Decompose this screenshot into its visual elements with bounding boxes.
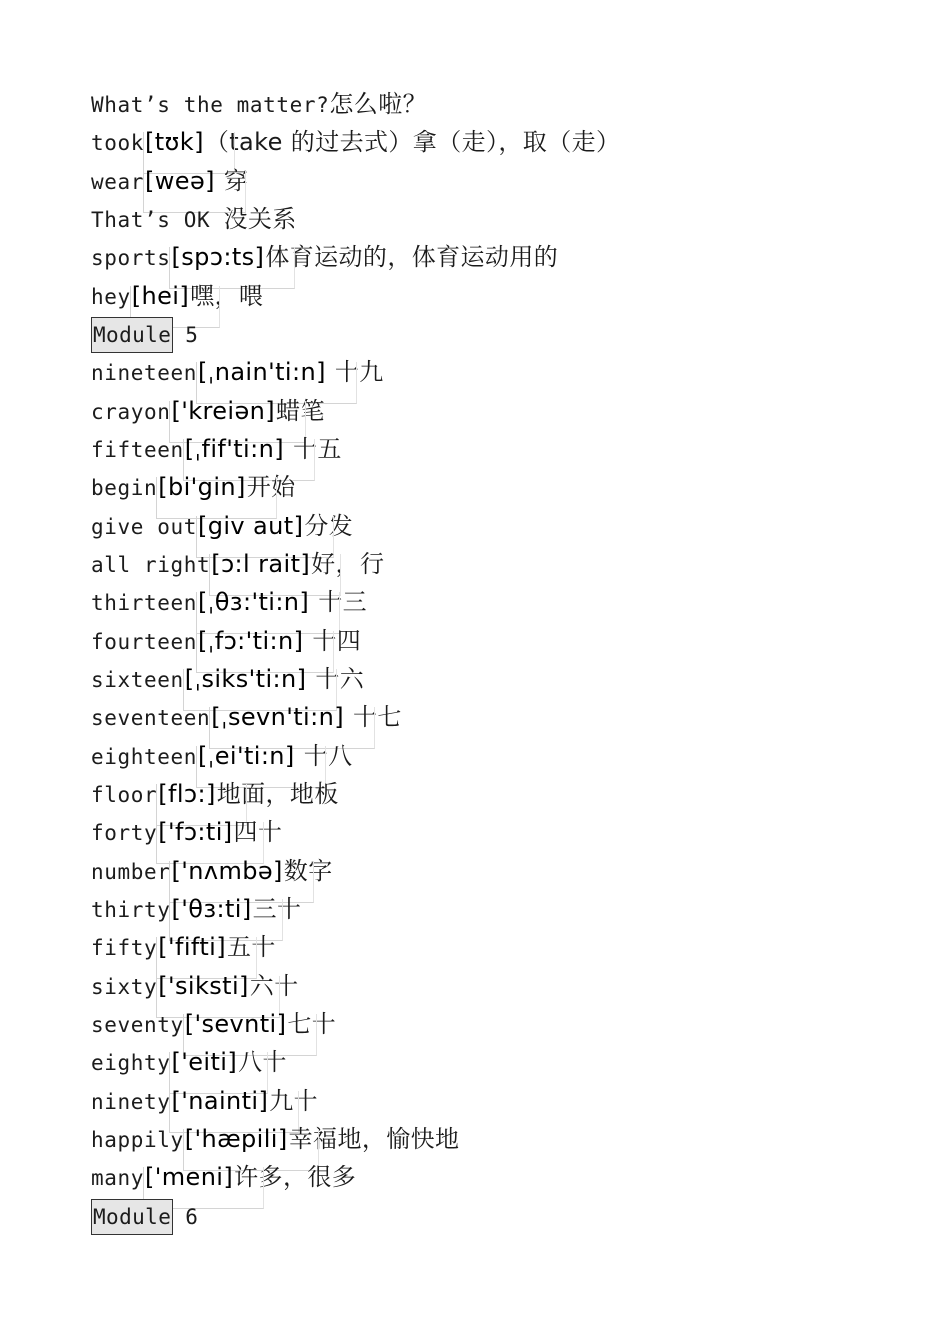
module-number: 6 xyxy=(185,1204,199,1229)
vocab-line xyxy=(91,737,911,775)
chinese-meaning: 十五 xyxy=(284,434,342,463)
chinese-meaning: 怎么啦？ xyxy=(329,90,427,118)
phonetic: [ˌθɜ:'ti:n] xyxy=(197,588,310,617)
chinese-meaning: 十九 xyxy=(326,358,384,387)
module-label: Module xyxy=(91,1199,173,1235)
module-heading xyxy=(91,315,911,353)
phonetic: [bi'gin] xyxy=(158,473,246,502)
english-word: forty xyxy=(91,821,158,846)
phonetic: [ˌfɔ:'ti:n] xyxy=(197,626,304,655)
english-word: hey xyxy=(91,284,131,309)
module-label: Module xyxy=(91,317,173,353)
chinese-meaning: 幸福地，愉快地 xyxy=(288,1124,460,1153)
vocab-line xyxy=(91,545,911,583)
vocab-line xyxy=(91,430,911,468)
vocab-line xyxy=(91,890,911,928)
english-word: What’s the matter? xyxy=(91,93,330,117)
chinese-meaning: 分发 xyxy=(304,511,354,540)
english-word: seventy xyxy=(91,1012,184,1037)
phonetic: ['meni] xyxy=(144,1163,234,1192)
vocab-line xyxy=(91,392,911,430)
vocab-line xyxy=(91,928,911,966)
vocab-line xyxy=(91,852,911,890)
phonetic: [ɔ:l rait] xyxy=(211,549,311,578)
vocab-line xyxy=(91,507,911,545)
vocab-line xyxy=(91,1043,911,1081)
vocab-line xyxy=(91,468,911,506)
vocab-line xyxy=(91,1082,911,1120)
chinese-meaning: 十三 xyxy=(310,588,368,617)
chinese-meaning: 十六 xyxy=(307,664,365,693)
phonetic: [ˌsevn'ti:n] xyxy=(211,703,344,732)
english-word: eighteen xyxy=(91,744,197,769)
english-word: give out xyxy=(91,514,197,539)
module-heading xyxy=(91,1197,911,1235)
phonetic: ['hæpili] xyxy=(184,1124,288,1153)
english-word: sixty xyxy=(91,974,158,999)
english-word: number xyxy=(91,859,171,884)
module-number: 5 xyxy=(185,322,199,347)
chinese-meaning: 六十 xyxy=(249,971,299,1000)
english-word: ninety xyxy=(91,1089,171,1114)
chinese-meaning: 八十 xyxy=(238,1048,287,1077)
phonetic: [spɔ:ts] xyxy=(171,243,265,272)
vocab-line xyxy=(91,200,911,238)
chinese-meaning: 五十 xyxy=(226,933,276,962)
chinese-meaning: 三十 xyxy=(252,894,302,923)
english-word: eighty xyxy=(91,1051,171,1076)
phonetic: [ˌnain'ti:n] xyxy=(197,358,326,387)
english-word: many xyxy=(91,1166,144,1191)
chinese-meaning: 十八 xyxy=(295,741,353,770)
english-word: begin xyxy=(91,476,158,501)
chinese-meaning: （take 的过去式）拿（走），取（走） xyxy=(204,128,621,157)
phonetic: ['sevnti] xyxy=(184,1009,287,1038)
vocab-line xyxy=(91,85,911,123)
chinese-meaning: 蜡笔 xyxy=(276,396,325,425)
phonetic: [weə] xyxy=(144,166,215,195)
english-word: all right xyxy=(91,552,211,577)
vocab-line xyxy=(91,1120,911,1158)
vocab-line xyxy=(91,1005,911,1043)
phonetic: [hei] xyxy=(131,281,190,310)
chinese-meaning: 嘿，喂 xyxy=(190,281,264,310)
phonetic: ['fifti] xyxy=(158,933,226,962)
chinese-meaning: 数字 xyxy=(283,856,333,885)
chinese-meaning: 穿 xyxy=(215,166,249,195)
vocab-line xyxy=(91,813,911,851)
chinese-meaning: 没关系 xyxy=(223,204,297,233)
english-word: crayon xyxy=(91,399,171,424)
phonetic: ['nʌmbə] xyxy=(171,856,283,885)
phonetic: [ˌei'ti:n] xyxy=(197,741,295,770)
phonetic: ['nainti] xyxy=(171,1086,269,1115)
english-word: sixteen xyxy=(91,667,184,692)
english-word: took xyxy=(91,131,144,156)
english-word: fifteen xyxy=(91,437,184,462)
english-word: seventeen xyxy=(91,706,211,731)
english-word: fourteen xyxy=(91,629,197,654)
phonetic: ['θɜ:ti] xyxy=(171,894,252,923)
vocab-line xyxy=(91,967,911,1005)
vocab-line xyxy=(91,660,911,698)
phonetic: [tʊk] xyxy=(144,128,204,157)
chinese-meaning: 地面，地板 xyxy=(216,779,339,808)
vocabulary-list xyxy=(91,85,911,1235)
english-word: sports xyxy=(91,246,171,271)
vocab-line xyxy=(91,277,911,315)
vocab-line xyxy=(91,775,911,813)
chinese-meaning: 好，行 xyxy=(311,549,385,578)
english-word: thirty xyxy=(91,897,171,922)
vocab-line xyxy=(91,1158,911,1196)
vocab-line xyxy=(91,162,911,200)
english-word: wear xyxy=(91,169,144,194)
english-word: That’s OK xyxy=(91,207,224,232)
chinese-meaning: 九十 xyxy=(269,1086,319,1115)
chinese-meaning: 许多，很多 xyxy=(234,1163,357,1192)
english-word: thirteen xyxy=(91,591,197,616)
english-word: floor xyxy=(91,782,158,807)
chinese-meaning: 体育运动的，体育运动用的 xyxy=(265,243,559,272)
phonetic: ['fɔ:ti] xyxy=(158,818,233,847)
chinese-meaning: 十七 xyxy=(344,703,402,732)
phonetic: [ˌfif'ti:n] xyxy=(184,434,284,463)
vocab-line xyxy=(91,238,911,276)
chinese-meaning: 四十 xyxy=(233,818,283,847)
chinese-meaning: 七十 xyxy=(287,1009,337,1038)
english-word: fifty xyxy=(91,936,158,961)
chinese-meaning: 十四 xyxy=(304,626,362,655)
phonetic: ['siksti] xyxy=(158,971,249,1000)
english-word: happily xyxy=(91,1127,184,1152)
phonetic: ['eiti] xyxy=(171,1048,238,1077)
vocab-line xyxy=(91,622,911,660)
english-word: nineteen xyxy=(91,361,197,386)
phonetic: ['kreiən] xyxy=(171,396,276,425)
phonetic: [ˌsiks'ti:n] xyxy=(184,664,307,693)
phonetic: [giv aut] xyxy=(197,511,304,540)
vocab-line xyxy=(91,353,911,391)
vocab-line xyxy=(91,698,911,736)
vocab-line xyxy=(91,583,911,621)
chinese-meaning: 开始 xyxy=(246,473,296,502)
phonetic: [flɔ:] xyxy=(158,779,216,808)
vocab-line xyxy=(91,123,911,161)
